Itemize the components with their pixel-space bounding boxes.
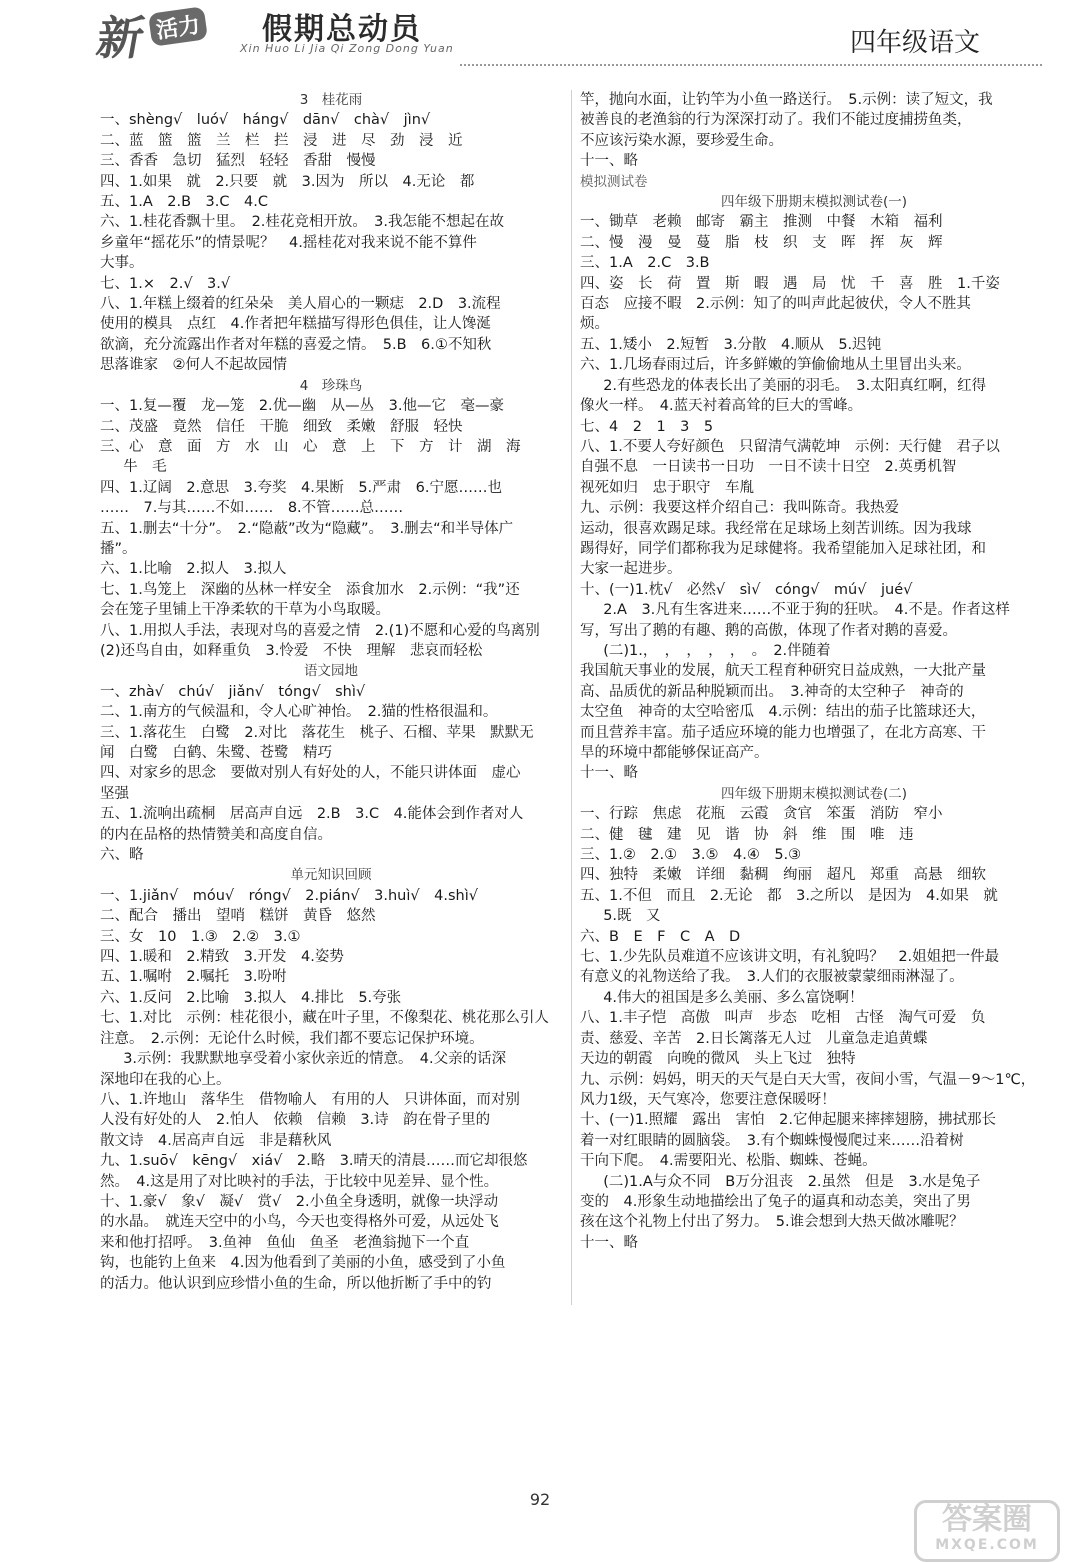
section-heading: 3 桂花雨 <box>299 92 363 108</box>
answer-line: 六、B E F C A D <box>580 928 741 945</box>
header-divider <box>460 64 1042 66</box>
book-title: 假期总动员 <box>262 12 422 47</box>
left-answer-column <box>100 90 562 1294</box>
section-heading: 单元知识回顾 <box>290 867 372 884</box>
answer-line: 写，写出了鹅的有趣、鹅的高傲，体现了作者对鹅的喜爱。 <box>580 622 957 639</box>
grade-label: 四年级语文 <box>849 28 980 58</box>
answer-line: 而且营养丰富。茄子适应环境的能力也增强了，在北方高寒、干 <box>580 724 986 741</box>
answer-line: (二)1.A与众不同 B万分沮丧 2.虽然 但是 3.水是兔子 <box>603 1173 981 1190</box>
answer-line: 太空鱼 神奇的太空哈密瓜 4.示例：结出的茄子比篮球还大， <box>580 704 986 721</box>
answer-line: 一、锄草 老赖 邮寄 霸主 推测 中餐 木箱 福利 <box>580 214 943 231</box>
answer-line: 散文诗 4.居高声自远 非是藉秋风 <box>100 1132 332 1149</box>
answer-line: 高、品质优的新品种脱颖而出。 3.神奇的太空种子 神奇的 <box>580 683 964 700</box>
answer-line: 四、姿 长 荷 置 斯 暇 遇 局 忧 千 喜 胜 1.千姿 <box>580 275 1000 292</box>
answer-line: 八、1.丰子恺 高傲 叫声 步态 吃相 古怪 淘气可爱 负 <box>580 1010 986 1027</box>
answer-line: 被善良的老渔翁的行为深深打动了。我们不能过度捕捞鱼类， <box>580 112 972 129</box>
answer-line: 有意义的礼物送给了我。 3.人们的衣服被蒙蒙细雨淋湿了。 <box>580 969 964 986</box>
section-heading: 4 珍珠鸟 <box>299 377 363 394</box>
answer-line: 七、4 2 1 3 5 <box>580 418 714 435</box>
answer-line: 六、1.几场春雨过后，许多鲜嫩的笋偷偷地从土里冒出头来。 <box>580 357 971 374</box>
answer-line: 三、1.② 2.① 3.⑤ 4.④ 5.③ <box>580 847 802 864</box>
answer-line: 坚强 <box>100 785 129 802</box>
answer-line: 三、香香 急切 猛烈 轻轻 香甜 慢慢 <box>100 153 376 170</box>
answer-line: 五、1.删去“十分”。 2.“隐蔽”改为“隐藏”。 3.删去“和半导体广 <box>100 520 514 537</box>
answer-line: 一、zhà√ chú√ jiǎn√ tóng√ shì√ <box>100 683 366 700</box>
answer-line: 孩在这个礼物上付出了努力。 5.谁会想到大热天做冰雕呢？ <box>580 1214 964 1231</box>
answer-line: 天边的朝霞 向晚的微风 头上飞过 独特 <box>580 1051 856 1068</box>
answer-line: 二、蓝 篮 篮 兰 栏 拦 浸 进 尽 劲 浸 近 <box>100 132 463 149</box>
site-watermark <box>914 1500 1060 1562</box>
answer-line: 大事。 <box>100 255 144 272</box>
answer-line: 七、1.× 2.√ 3.√ <box>100 275 231 292</box>
book-subtitle: Xin Huo Li Jia Qi Zong Dong Yuan <box>240 42 454 55</box>
section-heading: 语文园地 <box>304 663 358 680</box>
section-heading: 四年级下册期末模拟测试卷(一) <box>720 194 908 211</box>
answer-line: 运动，很喜欢踢足球。我经常在足球场上刻苦训练。因为我球 <box>580 520 972 537</box>
answer-line: 2.有些恐龙的体表长出了美丽的羽毛。 3.太阳真红啊，红得 <box>603 377 987 394</box>
answer-line: 竿，抛向水面，让钓竿为小鱼一路送行。 5.示例：读了短文，我 <box>580 92 993 108</box>
answer-line: 十、(一)1.照耀 露出 害怕 2.它伸起腿来摔摔翅膀，拂拭那长 <box>580 1112 996 1129</box>
answer-line: 六、1.比喻 2.拟人 3.拟人 <box>100 561 287 578</box>
answer-line: 七、1.对比 示例：桂花很小，藏在叶子里，不像梨花、桃花那么引人 <box>100 1010 549 1027</box>
answer-line: 五、1.嘱咐 2.嘱托 3.吩咐 <box>100 969 287 986</box>
answer-line: 八、1.许地山 落华生 借物喻人 有用的人 只讲体面，而对别 <box>100 1091 520 1108</box>
answer-line: 的内在品格的热情赞美和高度自信。 <box>100 826 332 843</box>
answer-line: 六、1.反问 2.比喻 3.拟人 4.排比 5.夸张 <box>100 989 402 1006</box>
answer-line: 不应该污染水源，要珍爱生命。 <box>580 132 783 149</box>
answer-line: 九、示例：我要这样介绍自己：我叫陈奇。我热爱 <box>580 500 899 517</box>
answer-line: 九、1.suō√ kēng√ xiá√ 2.略 3.晴天的清晨……而它却很悠 <box>100 1153 528 1170</box>
answer-line: 深地印在我的心上。 <box>100 1071 231 1088</box>
answer-line: 四、1.暖和 2.精致 3.开发 4.姿势 <box>100 949 344 966</box>
column-divider <box>571 90 572 1305</box>
answer-line: 像火一样。 4.蓝天衬着高耸的巨大的雪峰。 <box>580 398 863 415</box>
answer-line: …… 7.与其……不如…… 8.不管……总…… <box>100 500 404 517</box>
answer-line: 人没有好处的人 2.怕人 依赖 信赖 3.诗 韵在骨子里的 <box>100 1112 491 1129</box>
answer-line: 干向下爬。 4.需要阳光、松脂、蜘蛛、苍蝇。 <box>580 1153 877 1170</box>
answer-line: 二、慢 漫 曼 蔓 脂 枝 织 支 晖 挥 灰 辉 <box>580 234 943 251</box>
answer-line: 四、1.辽阔 2.意思 3.夸奖 4.果断 5.严肃 6.宁愿……也 <box>100 479 503 496</box>
answer-line: 三、1.落花生 白鹭 2.对比 落花生 桃子、石榴、苹果 默默无 <box>100 724 534 741</box>
answer-line: 八、1.用拟人手法，表现对鸟的喜爱之情 2.(1)不愿和心爱的鸟离别 <box>100 622 540 639</box>
answer-line: 我国航天事业的发展，航天工程育种研究日益成熟，一大批产量 <box>580 663 986 680</box>
section-heading: 四年级下册期末模拟测试卷(二) <box>720 785 908 802</box>
answer-line: 八、1.年糕上缀着的红朵朵 美人眉心的一颗痣 2.D 3.流程 <box>100 296 501 313</box>
answer-line: 来和他打招呼。 3.鱼神 鱼仙 鱼圣 老渔翁抛下一个直 <box>100 1234 470 1251</box>
answer-line: 六、略 <box>100 847 144 864</box>
answer-line: 三、心 意 面 方 水 山 心 意 上 下 方 计 湖 海 <box>100 438 521 455</box>
answer-line: 十一、略 <box>580 1234 638 1251</box>
answer-line: 旱的环境中都能够保证高产。 <box>580 745 769 761</box>
answer-line: 钩，也能钓上鱼来 4.因为他看到了美丽的小鱼，感受到了小鱼 <box>100 1255 506 1272</box>
answer-line: 七、1.少先队员难道不应该讲文明，有礼貌吗？ 2.姐姐把一件最 <box>580 949 1000 966</box>
answer-line: 五、1.A 2.B 3.C 4.C <box>100 194 268 211</box>
answer-line: 踢得好，同学们都称我为足球健将。我希望能加入足球社团，和 <box>580 540 986 557</box>
answer-line: 的水晶。 就连天空中的小鸟，今天也变得格外可爱，从远处飞 <box>100 1214 499 1231</box>
answer-line: 百态 应接不暇 2.示例：知了的叫声此起彼伏，令人不胜其 <box>580 296 971 313</box>
answer-line: 三、1.A 2.C 3.B <box>580 255 710 272</box>
answer-line: 十一、略 <box>580 765 638 782</box>
answer-line: 风力1级，天气寒冷，您要注意保暖呀！ <box>580 1091 836 1108</box>
answer-line: 3.示例：我默默地享受着小家伙亲近的情意。 4.父亲的话深 <box>123 1051 507 1068</box>
answer-line: 十、1.豪√ 象√ 凝√ 赏√ 2.小鱼全身透明，就像一块浮动 <box>100 1193 499 1210</box>
answer-line: 5.既 又 <box>603 908 661 925</box>
answer-line: 变的 4.形象生动地描绘出了兔子的逼真和动态美，突出了男 <box>580 1193 971 1210</box>
answer-line: 闻 白鹭 白鹤、朱鹭、苍鹭 精巧 <box>100 745 332 761</box>
logo-badge: 活力 <box>148 6 208 46</box>
answer-line: 一、1.jiǎn√ móu√ róng√ 2.pián√ 3.huì√ 4.shì√ <box>100 887 478 904</box>
answer-line: 牛 毛 <box>123 459 167 476</box>
answer-line: 大家一起进步。 <box>580 561 682 578</box>
answer-line: 欲滴，充分流露出作者对年糕的喜爱之情。 5.B 6.①不知秋 <box>100 336 492 353</box>
answer-line: 播”。 <box>100 540 137 557</box>
answer-line: 注意。 2.示例：无论什么时候，我们都不要忘记保护环境。 <box>100 1030 484 1047</box>
right-answer-column <box>580 90 1048 1253</box>
answer-line: 二、1.南方的气候温和，令人心旷神怡。 2.猫的性格很温和。 <box>100 704 498 721</box>
watermark-url: MXQE.COM <box>935 1537 1039 1553</box>
answer-line: 使用的模具 点红 4.作者把年糕描写得形色俱佳，让人馋涎 <box>100 316 491 333</box>
answer-line: 会在笼子里铺上干净柔软的干草为小鸟取暖。 <box>100 602 390 619</box>
answer-line: 烦。 <box>580 316 609 333</box>
answer-line: 然。 4.这是用了对比映衬的手法，于比较中见差异、显个性。 <box>100 1173 499 1190</box>
answer-line: 九、示例：妈妈，明天的天气是白天大雪，夜间小雪，气温－9～1℃， <box>580 1071 1036 1088</box>
answer-line: 责、慈爱、辛苦 2.日长篱落无人过 儿童急走追黄蝶 <box>580 1030 928 1047</box>
answer-line: 七、1.鸟笼上 深幽的丛林一样安全 添食加水 2.示例：“我”还 <box>100 581 520 598</box>
answer-line: 自强不息 一日读书一日功 一日不读十日空 2.英勇机智 <box>580 459 957 476</box>
watermark-text: 答案圈 <box>942 1502 1032 1537</box>
answer-line: 四、独特 柔嫩 详细 黏稠 绚丽 超凡 郑重 高悬 细软 <box>580 867 986 884</box>
answer-line: 五、1.矮小 2.短暂 3.分散 4.顺从 5.迟钝 <box>580 336 882 353</box>
answer-line: 十一、略 <box>580 153 638 170</box>
answer-line: 着一对红眼睛的圆脑袋。 3.有个蜘蛛慢慢爬过来……沿着树 <box>580 1132 964 1149</box>
answer-line: 4.伟大的祖国是多么美丽、多么富饶啊！ <box>603 989 864 1006</box>
logo-glyph: 新 <box>92 11 147 65</box>
answer-line: 八、1.不要人夸好颜色 只留清气满乾坤 示例：天行健 君子以 <box>580 438 1000 455</box>
answer-line: (二)1.， ， ， ， ， 。 2.伴随着 <box>603 642 831 659</box>
answer-line: 五、1.流响出疏桐 居高声自远 2.B 3.C 4.能体会到作者对人 <box>100 806 524 823</box>
answer-line: 十、(一)1.枕√ 必然√ sì√ cóng√ mú√ jué√ <box>580 581 913 598</box>
part-heading: 模拟测试卷 <box>580 173 648 190</box>
answer-line: 的活力。他认识到应珍惜小鱼的生命，所以他折断了手中的钓 <box>100 1275 492 1292</box>
page-number: 92 <box>529 1490 551 1509</box>
answer-line: 六、1.桂花香飘十里。 2.桂花竞相开放。 3.我怎能不想起在故 <box>100 214 505 231</box>
answer-line: 二、茂盛 竟然 信任 干脆 细致 柔嫩 舒服 轻快 <box>100 418 463 435</box>
answer-line: (2)还鸟自由，如释重负 3.怜爱 不快 理解 悲哀而轻松 <box>100 642 483 659</box>
answer-line: 一、1.复—覆 龙—笼 2.优—幽 从—丛 3.他—它 毫—豪 <box>100 398 505 415</box>
answer-line: 四、对家乡的思念 要做对别人有好处的人，不能只讲体面 虚心 <box>100 765 521 782</box>
answer-line: 思落谁家 ②何人不起故园情 <box>100 357 287 374</box>
answer-line: 乡童年“摇花乐”的情景呢？ 4.摇桂花对我来说不能不算件 <box>100 234 477 251</box>
answer-line: 三、女 10 1.③ 2.② 3.① <box>100 928 301 945</box>
answer-line: 一、行踪 焦虑 花瓶 云霞 贪官 笨蛋 消防 窄小 <box>580 806 943 823</box>
answer-line: 五、1.不但 而且 2.无论 都 3.之所以 是因为 4.如果 就 <box>580 887 998 904</box>
answer-line: 一、shèng√ luó√ háng√ dān√ chà√ jìn√ <box>100 112 431 129</box>
answer-line: 2.A 3.凡有生客进来……不亚于狗的狂吠。 4.不是。作者这样 <box>603 602 1010 619</box>
answer-line: 四、1.如果 就 2.只要 就 3.因为 所以 4.无论 都 <box>100 173 475 190</box>
page-header <box>0 0 1080 70</box>
answer-line: 二、配合 播出 望哨 糕饼 黄昏 悠然 <box>100 908 376 925</box>
answer-line: 视死如归 忠于职守 车胤 <box>580 479 754 496</box>
answer-line: 二、健 毽 建 见 谐 协 斜 维 围 唯 违 <box>580 826 914 843</box>
